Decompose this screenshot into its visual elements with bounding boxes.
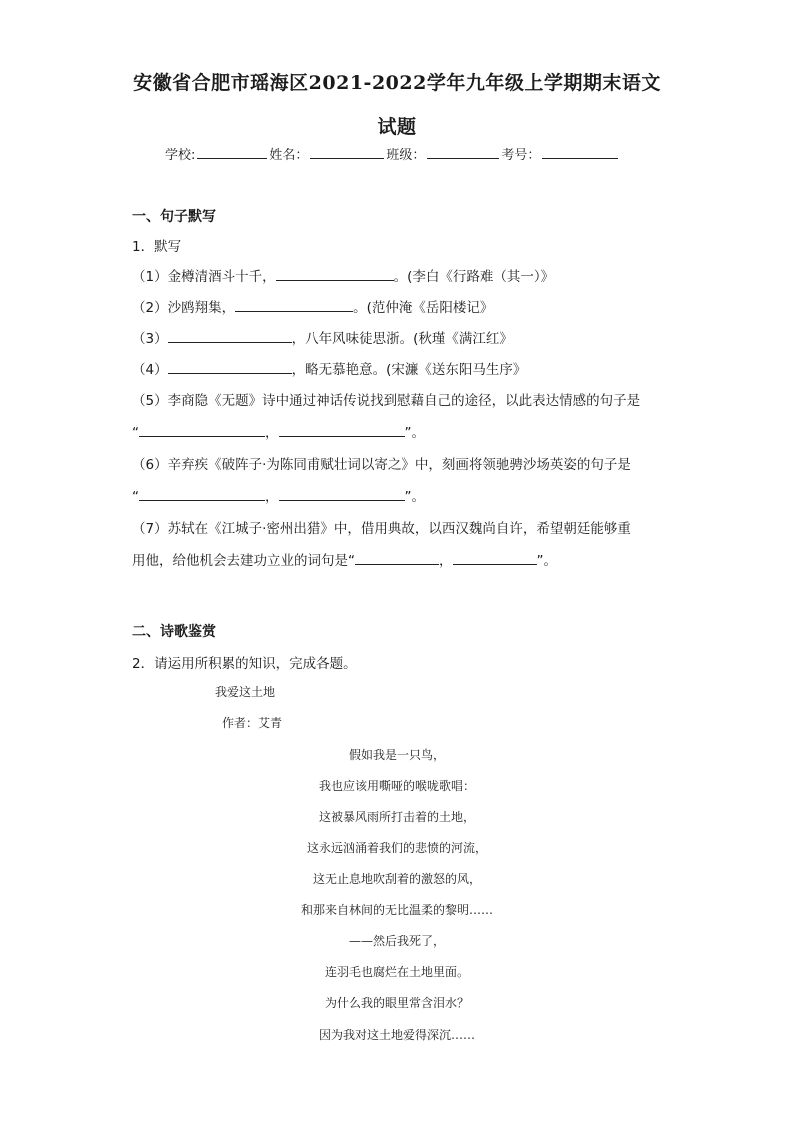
student-info-row [165, 144, 620, 163]
name-field[interactable] [310, 146, 384, 159]
page-title: 安徽省合肥市瑶海区2021-2022学年九年级上学期期末语文 [133, 72, 661, 94]
dictation-item-5-answer: “ ， ”。 [132, 425, 425, 441]
class-field[interactable] [427, 146, 499, 159]
poem-author: 作者：艾青 [222, 716, 283, 730]
answer-blank[interactable] [139, 423, 265, 437]
poem-line: 连羽毛也腐烂在土地里面。 [324, 965, 469, 979]
dictation-item-1: （1）金樽清酒斗十千， 。(李白《行路难（其一）》 [132, 269, 555, 285]
name-label: 姓名： [269, 148, 309, 163]
dictation-item-2: （2）沙鸥翔集， 。(范仲淹《岳阳楼记》 [132, 300, 494, 316]
poem-line: 为什么我的眼里常含泪水？ [324, 996, 469, 1010]
page-title-line2: 试题 [377, 116, 417, 138]
exam-no-field[interactable] [542, 146, 618, 159]
question-label-2: 2．请运用所积累的知识，完成各题。 [132, 656, 357, 672]
answer-blank[interactable] [355, 551, 439, 565]
answer-blank[interactable] [139, 487, 265, 501]
dictation-item-7-answer: 用他，给他机会去建功立业的词句是“ ， ”。 [132, 553, 557, 569]
poem-title: 我爱这土地 [215, 685, 276, 699]
answer-blank[interactable] [168, 360, 292, 374]
poem-line: 这无止息地吹刮着的激怒的风， [312, 872, 481, 886]
poem-line: 假如我是一只鸟， [348, 748, 445, 762]
poem-line: 我也应该用嘶哑的喉咙歌唱： [318, 779, 475, 793]
section-heading-dictation: 一、句子默写 [132, 209, 216, 225]
dictation-item-7-prompt: （7）苏轼在《江城子·密州出猎》中，借用典故，以西汉魏尚自许，希望朝廷能够重 [132, 521, 631, 537]
answer-blank[interactable] [276, 267, 394, 281]
answer-blank[interactable] [168, 329, 292, 343]
exam-no-label: 考号： [501, 148, 541, 163]
class-label: 班级： [386, 148, 426, 163]
dictation-item-6-prompt: （6）辛弃疾《破阵子·为陈同甫赋壮词以寄之》中，刻画将领驰骋沙场英姿的句子是 [132, 457, 631, 473]
question-label-1: 1．默写 [132, 239, 182, 255]
section-heading-poetry: 二、诗歌鉴赏 [132, 624, 216, 640]
school-field[interactable] [197, 146, 267, 159]
dictation-item-6-answer: “ ， ”。 [132, 489, 425, 505]
answer-blank[interactable] [279, 423, 405, 437]
poem-line: ——然后我死了， [348, 934, 445, 948]
dictation-item-4: （4） ，略无慕艳意。(宋濂《送东阳马生序》 [132, 362, 527, 378]
poem-line: 因为我对这土地爱得深沉…… [318, 1028, 475, 1042]
poem-line: 这被暴风雨所打击着的土地， [318, 810, 475, 824]
answer-blank[interactable] [453, 551, 537, 565]
poem-line: 和那来自林间的无比温柔的黎明…… [300, 903, 493, 917]
dictation-item-5-prompt: （5）李商隐《无题》诗中通过神话传说找到慰藉自己的途径，以此表达情感的句子是 [132, 393, 641, 409]
answer-blank[interactable] [279, 487, 405, 501]
answer-blank[interactable] [235, 298, 353, 312]
school-label: 学校: [165, 148, 196, 163]
dictation-item-3: （3） ，八年风味徒思浙。(秋瑾《满江红》 [132, 331, 513, 347]
poem-line: 这永远汹涌着我们的悲愤的河流， [306, 841, 487, 855]
